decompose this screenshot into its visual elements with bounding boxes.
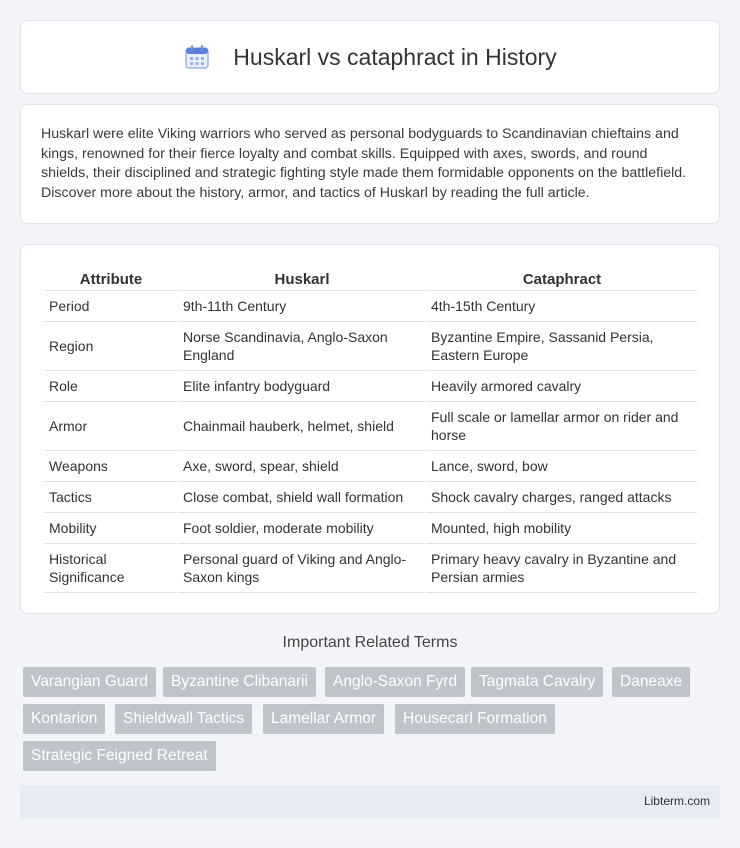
calendar-icon (183, 43, 211, 71)
row-attribute: Mobility (45, 515, 177, 544)
comparison-table-card (20, 244, 720, 614)
table-row (45, 484, 697, 513)
description-text: Huskarl were elite Viking warriors who served as personal bodyguards to Scandinavian chieftains and kings, renowned for their fierce loyalty and combat skills. Equipped with axes, swords, and round shields, their disciplined and strategic fighting style made them formidable opponents on the battlefield. Discover more about the history, armor, and tactics of Huskarl by reading the full article. (41, 126, 687, 201)
row-cataphract: Shock cavalry charges, ranged attacks (427, 484, 697, 513)
related-term-tag[interactable]: Varangian Guard (23, 667, 156, 697)
row-cataphract: Lance, sword, bow (427, 453, 697, 482)
row-cataphract: Mounted, high mobility (427, 515, 697, 544)
row-huskarl: Elite infantry bodyguard (179, 373, 425, 402)
table-row (45, 404, 697, 451)
row-huskarl: Personal guard of Viking and Anglo-Saxon kings (179, 546, 425, 593)
row-huskarl: 9th-11th Century (179, 293, 425, 322)
row-attribute: Armor (45, 404, 177, 451)
row-attribute: Period (45, 293, 177, 322)
row-attribute: Role (45, 373, 177, 402)
title-card (20, 20, 720, 94)
related-term-tag[interactable]: Byzantine Clibanarii (163, 667, 316, 697)
table-header-row (45, 267, 697, 291)
related-term-tag[interactable]: Kontarion (23, 704, 105, 734)
related-term-tag[interactable]: Anglo-Saxon Fyrd (325, 667, 465, 697)
related-term-tag[interactable]: Daneaxe (612, 667, 690, 697)
row-cataphract: Byzantine Empire, Sassanid Persia, Eastern Europe (427, 324, 697, 371)
table-row (45, 324, 697, 371)
header-attribute: Attribute (45, 267, 177, 291)
related-terms-title: Important Related Terms (282, 634, 458, 651)
related-term-tag[interactable]: Tagmata Cavalry (471, 667, 603, 697)
table-row (45, 293, 697, 322)
footer (20, 785, 720, 818)
page-title: Huskarl vs cataphract in History (233, 43, 557, 70)
row-huskarl: Chainmail hauberk, helmet, shield (179, 404, 425, 451)
row-cataphract: Heavily armored cavalry (427, 373, 697, 402)
row-attribute: Region (45, 324, 177, 371)
comparison-table (43, 265, 699, 595)
row-huskarl: Axe, sword, spear, shield (179, 453, 425, 482)
table-row (45, 515, 697, 544)
header-huskarl: Huskarl (179, 267, 425, 291)
footer-site-link[interactable]: Libterm.com (643, 794, 710, 808)
related-term-tag[interactable]: Lamellar Armor (263, 704, 384, 734)
row-cataphract: Full scale or lamellar armor on rider and horse (427, 404, 697, 451)
table-row (45, 546, 697, 593)
related-term-tag[interactable]: Housecarl Formation (395, 704, 555, 734)
table-row (45, 373, 697, 402)
description-card (20, 104, 720, 224)
row-cataphract: Primary heavy cavalry in Byzantine and Persian armies (427, 546, 697, 593)
row-cataphract: 4th-15th Century (427, 293, 697, 322)
table-row (45, 453, 697, 482)
row-attribute: Historical Significance (45, 546, 177, 593)
row-huskarl: Norse Scandinavia, Anglo-Saxon England (179, 324, 425, 371)
related-term-tag[interactable]: Shieldwall Tactics (115, 704, 252, 734)
row-huskarl: Close combat, shield wall formation (179, 484, 425, 513)
row-attribute: Weapons (45, 453, 177, 482)
header-cataphract: Cataphract (427, 267, 697, 291)
row-attribute: Tactics (45, 484, 177, 513)
row-huskarl: Foot soldier, moderate mobility (179, 515, 425, 544)
related-term-tag[interactable]: Strategic Feigned Retreat (23, 741, 216, 771)
